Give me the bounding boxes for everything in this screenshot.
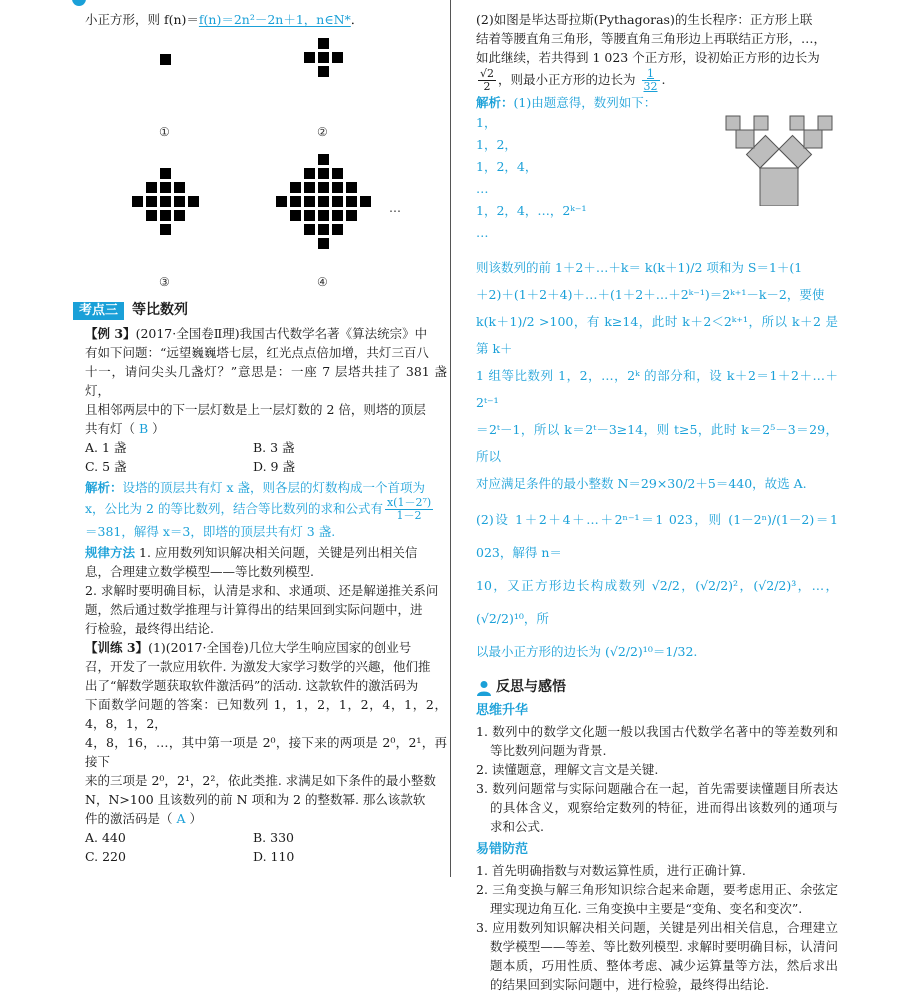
sequence-row: 1，	[476, 115, 497, 130]
pattern-square	[304, 224, 315, 235]
example-3	[85, 324, 447, 476]
example-3-line: 十一，请问尖头几盏灯？”意思是：一座 7 层塔共挂了 381 盏灯，	[85, 364, 447, 398]
training-line: 件的激活码是（	[85, 811, 173, 826]
derivation-line: k(k＋1)/2 >100，有 k≥14，此时 k＋2＜2ᵏ⁺¹，所以 k＋2 是第 k＋	[476, 314, 838, 356]
pattern-square	[290, 182, 301, 193]
part2-tail: ，则最小正方形的边长为	[498, 72, 636, 87]
pattern-square	[160, 196, 171, 207]
fraction-numerator: x(1－2⁷)	[386, 496, 432, 509]
example-3-close: ）	[152, 421, 165, 436]
derivation-line: 以最小正方形的边长为 (√2/2)¹⁰＝1/32.	[476, 644, 698, 659]
solution-label: 解析：	[476, 95, 514, 110]
section-title: 等比数列	[132, 302, 189, 318]
intro-line	[85, 10, 447, 29]
derivation-line: 1 组等比数列 1，2，…，2ᵏ 的部分和，设 k＋2＝1＋2＋…＋2ᵗ⁻¹	[476, 368, 838, 410]
figure-label-1: ①	[159, 125, 170, 139]
method-label: 规律方法	[85, 545, 136, 560]
method-line: 2. 求解时要明确目标，认清是求和、求通项、还是解递推关系问	[85, 583, 439, 598]
fraction-denominator: 1－2	[396, 509, 422, 522]
pattern-square	[276, 196, 287, 207]
figure-label-4: ④	[317, 275, 328, 289]
sequence-row: 1，2，	[476, 137, 517, 152]
reflection-header	[476, 678, 838, 697]
reflection-sub2: 易错防范	[476, 842, 529, 857]
intro-text: 小正方形，则 f(n)＝	[85, 12, 199, 27]
pattern-square	[332, 52, 343, 63]
training-line: 4，8，16，…，其中第一项是 2⁰，接下来的两项是 2⁰，2¹，再接下	[85, 735, 447, 769]
right-column	[476, 0, 838, 994]
derivation-line: 对应满足条件的最小整数 N＝29×30/2＋5＝440，故选 A.	[476, 476, 807, 491]
training-line: 来的三项是 2⁰，2¹，2²，依此类推. 求满足如下条件的最小整数	[85, 773, 436, 788]
pattern-square	[332, 224, 343, 235]
intro-answer: f(n)＝2n²－2n＋1，n∈N*	[198, 12, 351, 27]
sequence-row: 1，2，4，	[476, 159, 538, 174]
training-line: (1)(2017·全国卷)几位大学生响应国家的创业号	[148, 640, 412, 655]
option-b: B. 3 盏	[253, 440, 295, 455]
column-divider	[450, 0, 451, 877]
left-column	[79, 0, 447, 866]
section-header	[73, 301, 447, 320]
pattern-square	[146, 196, 157, 207]
option-d: D. 9 盏	[253, 459, 295, 474]
example-3-line: 共有灯（	[85, 421, 136, 436]
reflection-item: 1. 首先明确指数与对数运算性质，进行正确计算.	[476, 863, 746, 878]
pattern-square	[160, 168, 171, 179]
pattern-square	[174, 210, 185, 221]
section-badge: 考点三	[73, 302, 124, 320]
training-line: 下面数学问题的答案：已知数列 1，1，2，1，2，4，1，2，4，8，1，2，	[85, 697, 447, 731]
method-line: 题，然后通过数学推理与计算得出的结果回到实际问题中，进	[85, 602, 423, 617]
pattern-square	[174, 182, 185, 193]
pattern-square	[188, 196, 199, 207]
method-line: 息，合理建立数学模型——等比数列模型.	[85, 564, 314, 579]
pattern-square	[318, 224, 329, 235]
square-pattern-figure	[85, 33, 447, 295]
pattern-square	[318, 66, 329, 77]
pattern-square	[332, 168, 343, 179]
reflection-item: 1. 数列中的数学文化题一般以我国古代数学名著中的等差数列和等比数列问题为背景.	[476, 724, 838, 758]
pattern-square	[318, 38, 329, 49]
derivation-line: (2)设 1＋2＋4＋…＋2ⁿ⁻¹＝1 023，则 (1－2ⁿ)/(1－2)＝1 023，解得 n＝	[476, 512, 838, 560]
option-a: A. 1 盏	[85, 440, 127, 455]
option-d: D. 110	[253, 849, 295, 864]
training-3-options	[85, 828, 447, 866]
pattern-square	[318, 182, 329, 193]
reflection-item: 3. 应用数列知识解决相关问题，关键是列出相关信息，合理建立数学模型——等差、等比数列模型. 求解时要明确目标，认清问题本质，巧用性质、整体考虑、减少运算量等方法，然后求出的结果回到实际问题中，进行检验，最终得出结论.	[476, 920, 838, 992]
example-3-line: 且相邻两层中的下一层灯数是上一层灯数的 2 倍，则塔的顶层	[85, 402, 426, 417]
figure-label-3: ③	[159, 275, 170, 289]
pattern-square	[174, 196, 185, 207]
training-3-close: ）	[189, 811, 203, 826]
training-line: 出了“解数学题获取软件激活码”的活动. 这款软件的激活码为	[85, 678, 419, 693]
fraction-denominator: 32	[643, 80, 658, 93]
pattern-square	[318, 210, 329, 221]
pattern-square	[304, 52, 315, 63]
pattern-square	[318, 52, 329, 63]
training-3-answer: A	[176, 811, 186, 826]
part2-line: (2)如图是毕达哥拉斯(Pythagoras)的生长程序：正方形上联	[476, 12, 813, 27]
pattern-square	[304, 168, 315, 179]
pattern-square	[346, 196, 357, 207]
pattern-square	[346, 182, 357, 193]
training-line: 召，开发了一款应用软件. 为激发大家学习数学的兴趣，他们推	[85, 659, 431, 674]
example-3-line: (2017·全国卷Ⅱ理)我国古代数学名著《算法统宗》中	[135, 326, 428, 341]
sequence-row: …	[476, 225, 489, 240]
pattern-square	[346, 210, 357, 221]
part2-answer-fraction	[642, 68, 660, 93]
derivation-line: ＋2)＋(1＋2＋4)＋…＋(1＋2＋…＋2ᵏ⁻¹)＝2ᵏ⁺¹－k－2，要使	[476, 287, 825, 302]
solution-line: 设塔的顶层共有灯 x 盏，则各层的灯数构成一个首项为	[122, 480, 426, 495]
derivation-line: ＝2ᵗ－1，所以 k＝2ᵗ－3≥14，则 t≥5，此时 k＝2⁵－3＝29，所以	[476, 422, 838, 464]
solution-label: 解析：	[85, 480, 123, 495]
initial-side-fraction	[478, 68, 496, 93]
pattern-square	[146, 182, 157, 193]
sequence-row: 1，2，4，…，2ᵏ⁻¹	[476, 203, 587, 218]
solution-line: (1)由题意得，数列如下：	[513, 95, 657, 110]
derivation-line: 则该数列的前 1＋2＋…＋k＝ k(k＋1)/2 项和为 S＝1＋(1	[476, 260, 803, 275]
pattern-square	[360, 196, 371, 207]
figure-ellipsis: …	[389, 201, 401, 215]
option-c: C. 220	[85, 849, 126, 864]
example-3-line: 有如下问题：“远望巍巍塔七层，红光点点倍加增，共灯三百八	[85, 345, 429, 360]
part2-line: 结着等腰直角三角形，等腰直角三角形边上再联结正方形，…，	[476, 31, 827, 46]
solution-line: ＝381，解得 x＝3，即塔的顶层共有灯 3 盏.	[85, 524, 336, 539]
solution-fraction	[385, 497, 433, 522]
pattern-square	[290, 196, 301, 207]
fraction-denominator: 2	[483, 80, 491, 93]
reflection-item: 2. 三角变换与解三角形知识综合起来命题，要考虑用正、余弦定理实现边角互化. 三角变换中主要是“变角、变名和变次”.	[476, 882, 838, 916]
pattern-square	[304, 182, 315, 193]
example-3-answer: B	[139, 421, 149, 436]
pythagoras-tree-figure	[724, 112, 834, 206]
reflection-sub1: 思维升华	[476, 703, 529, 718]
sequence-row: …	[476, 181, 489, 196]
pattern-square	[160, 182, 171, 193]
intro-end: ．	[350, 12, 364, 27]
page-corner-dot	[72, 0, 86, 6]
example-3-head: 【例 3】	[85, 326, 136, 341]
pattern-square	[304, 196, 315, 207]
solution-3	[85, 478, 447, 541]
solution-derivation	[476, 254, 838, 668]
derivation-line: 10，又正方形边长构成数列 √2/2，(√2/2)²，(√2/2)³，…，(√2/2)¹⁰，所	[476, 578, 838, 626]
training-3	[85, 638, 447, 866]
pattern-square	[290, 210, 301, 221]
method-line: 1. 应用数列知识解决相关问题，关键是列出相关信	[139, 545, 418, 560]
pattern-square	[318, 168, 329, 179]
pattern-square	[160, 54, 171, 65]
reflection-item: 3. 数列问题常与实际问题融合在一起，首先需要读懂题目所表达的具体含义，观察给定数列的特征，进而得出该数列的通项与求和公式.	[476, 781, 838, 834]
example-3-options	[85, 438, 447, 476]
training-line: N，N>100 且该数列的前 N 项和为 2 的整数幂. 那么该款软	[85, 792, 426, 807]
option-a: A. 440	[85, 830, 126, 845]
pattern-square	[332, 196, 343, 207]
option-c: C. 5 盏	[85, 459, 127, 474]
training-3-head: 【训练 3】	[85, 640, 149, 655]
part2-line: 如此继续，若共得到 1 023 个正方形，设初始正方形的边长为	[476, 50, 820, 65]
fraction-numerator: 1	[642, 68, 660, 81]
method-line: 行检验，最终得出结论.	[85, 621, 214, 636]
pattern-square	[160, 210, 171, 221]
pattern-square	[318, 238, 329, 249]
pattern-square	[132, 196, 143, 207]
reflection-item: 2. 读懂题意，理解文言文是关键.	[476, 762, 659, 777]
pattern-square	[160, 224, 171, 235]
pattern-square	[332, 182, 343, 193]
figure-label-2: ②	[317, 125, 328, 139]
reflection-block	[476, 678, 838, 994]
part2-question-line	[476, 67, 838, 93]
option-b: B. 330	[253, 830, 294, 845]
solution-line: x，公比为 2 的等比数列，结合等比数列的求和公式有	[85, 501, 383, 516]
method-block	[85, 543, 447, 638]
part2-end: .	[661, 72, 666, 87]
pattern-square	[318, 196, 329, 207]
pattern-square	[332, 210, 343, 221]
pattern-square	[146, 210, 157, 221]
person-icon	[476, 680, 492, 696]
pattern-square	[318, 154, 329, 165]
pattern-square	[304, 210, 315, 221]
reflection-title: 反思与感悟	[496, 679, 566, 695]
fraction-numerator: √2	[480, 67, 495, 80]
